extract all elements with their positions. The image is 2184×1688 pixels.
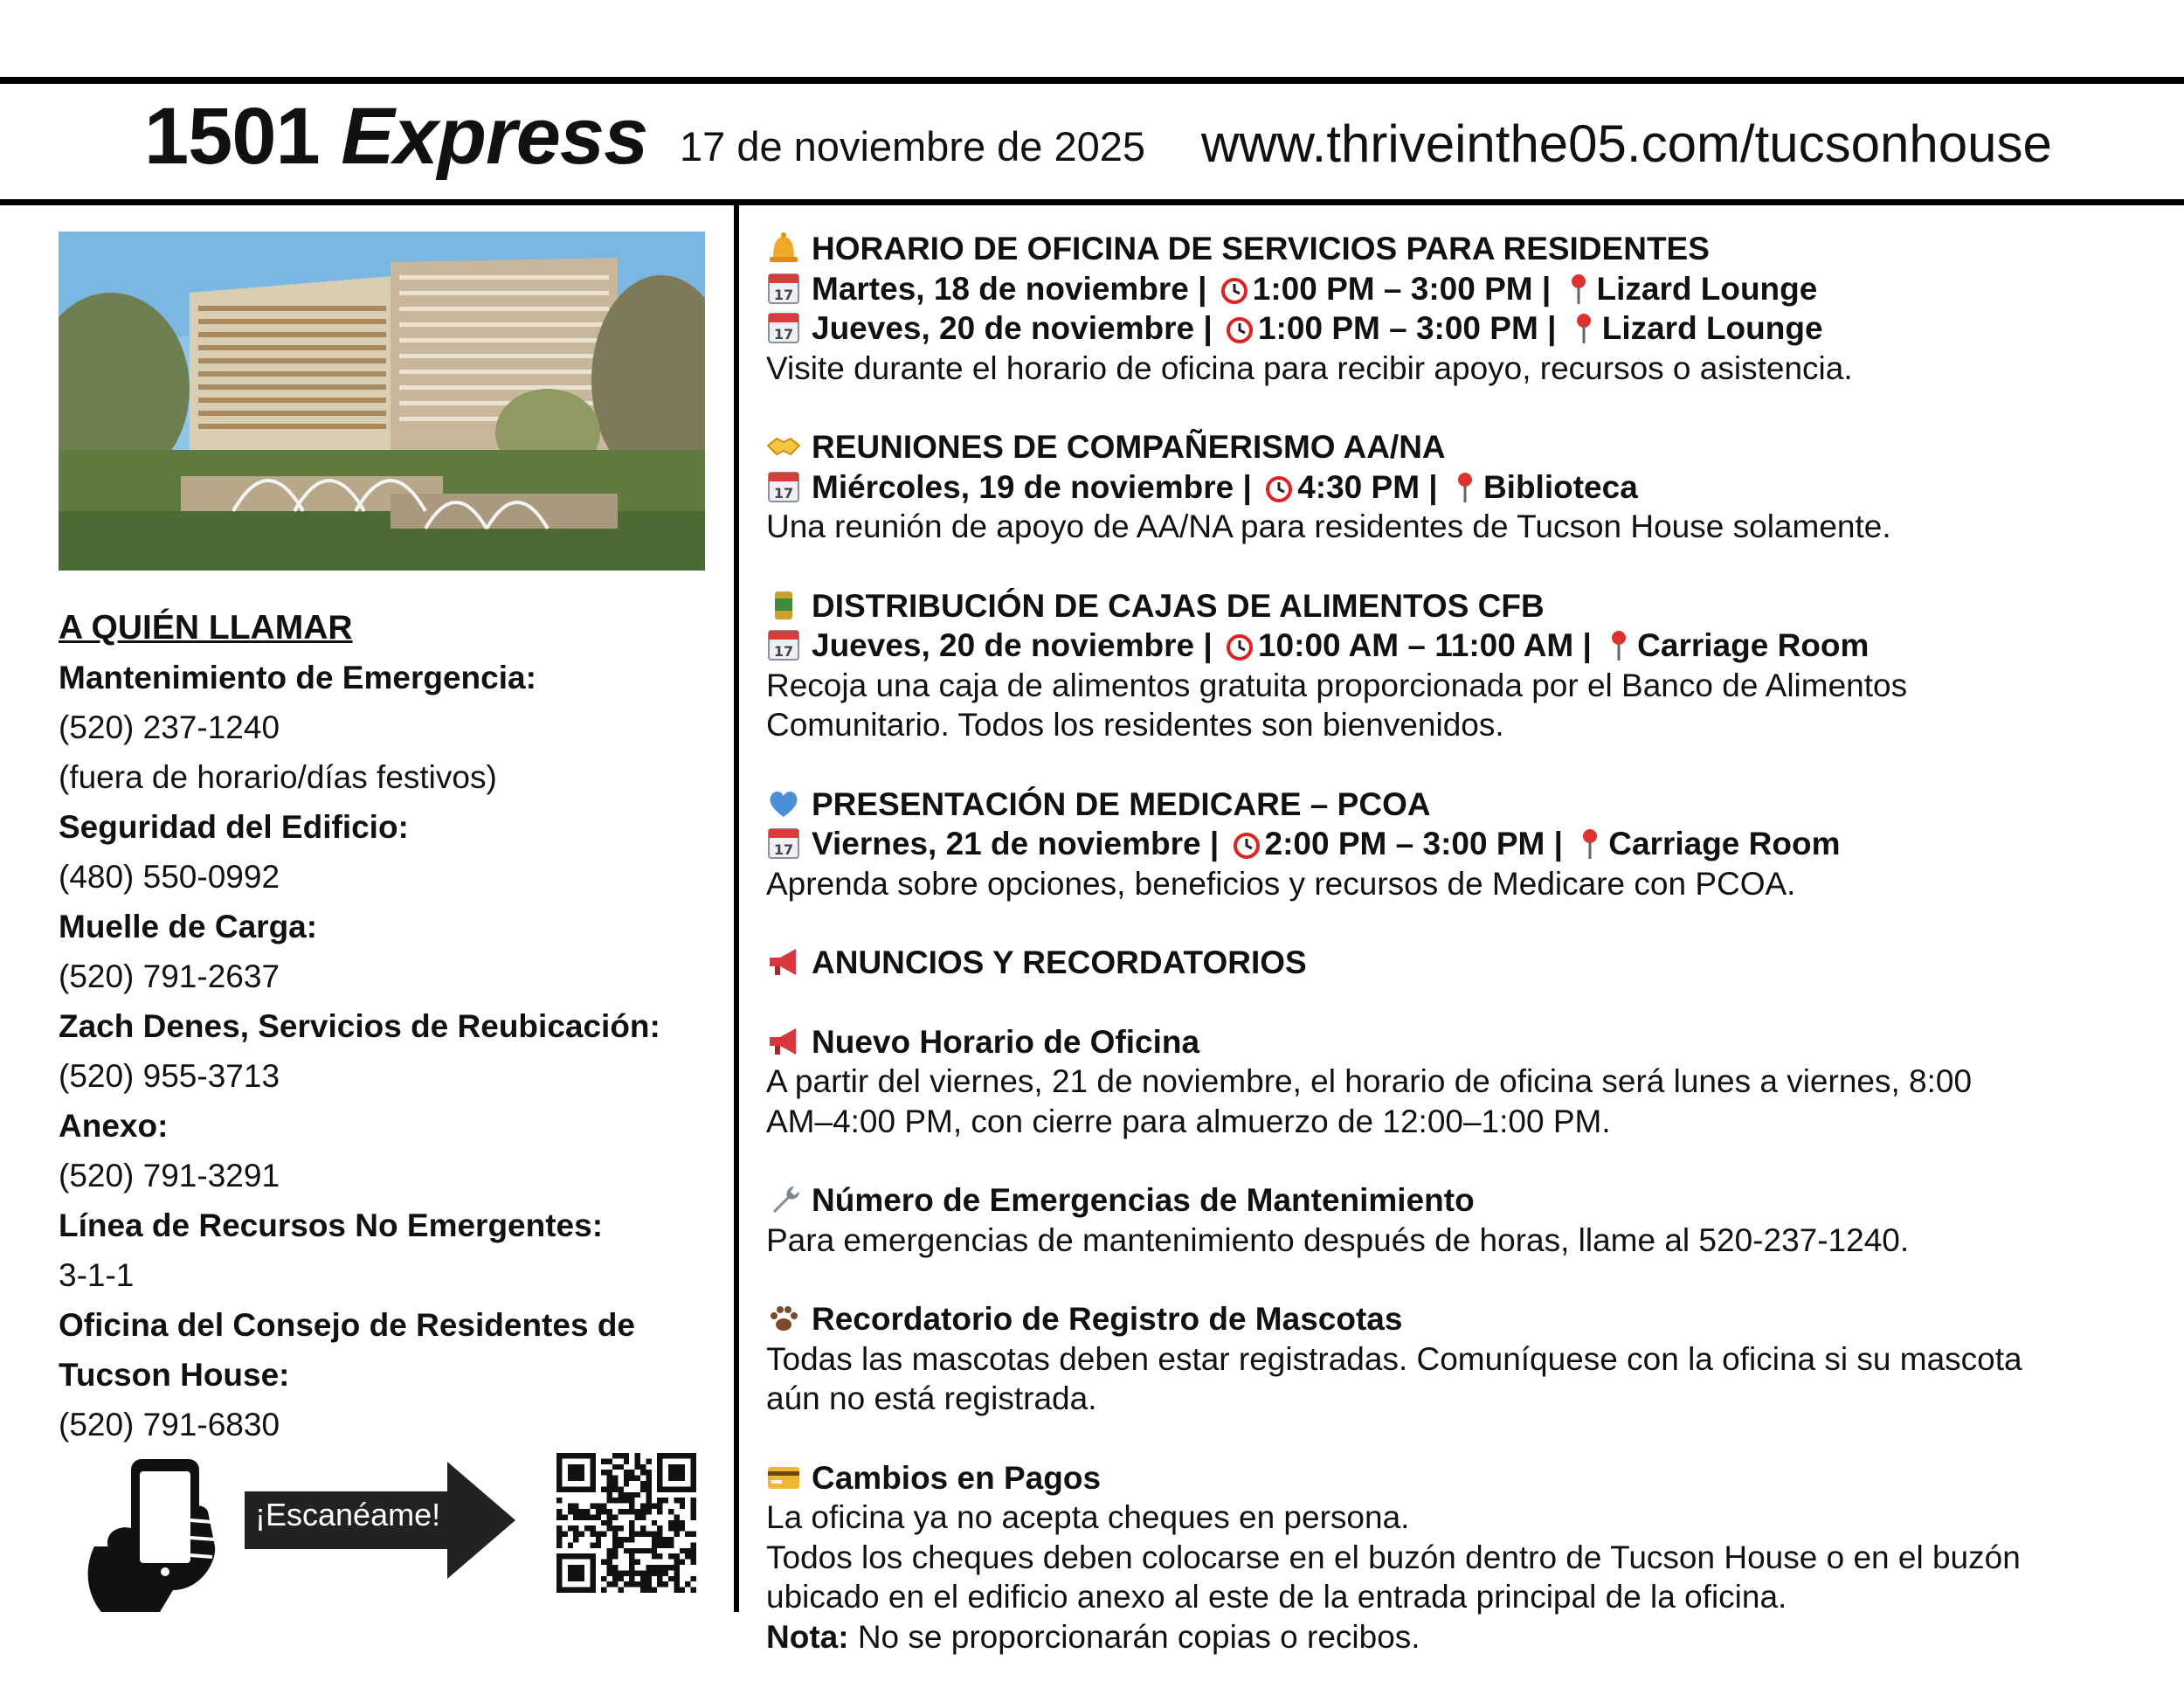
announcement-item <box>766 1299 2164 1419</box>
pin-icon <box>1564 273 1593 306</box>
contact-label: Anexo: <box>59 1108 169 1144</box>
announcement-title: Recordatorio de Registro de Mascotas <box>766 1299 2164 1339</box>
alarm-clock-icon <box>1225 312 1254 345</box>
contacts-panel <box>59 603 722 1449</box>
can-icon <box>766 589 801 622</box>
pin-icon <box>1575 827 1605 861</box>
contact-phone[interactable]: (480) 550-0992 <box>59 859 280 895</box>
event-meta: 17 Miércoles, 19 de noviembre | 4:30 PM | Biblioteca <box>766 467 2164 508</box>
event-meta: 17 Viernes, 21 de noviembre | 2:00 PM – 3:00 PM | Carriage Room <box>766 824 2164 864</box>
announcement-item <box>766 1458 2164 1657</box>
paw-icon <box>766 1302 801 1335</box>
contact-phone[interactable]: (520) 791-3291 <box>59 1158 280 1193</box>
building-photo <box>59 232 705 571</box>
header-bottom-rule <box>0 199 2184 205</box>
event-description: Visite durante el horario de oficina para recibir apoyo, recursos o asistencia. <box>766 349 1853 386</box>
announcement-line: Para emergencias de mantenimiento después de horas, llame al 520-237-1240. <box>766 1221 1910 1258</box>
qr-code[interactable] <box>556 1453 696 1593</box>
event-title: DISTRIBUCIÓN DE CAJAS DE ALIMENTOS CFB <box>766 586 2164 626</box>
website-url[interactable]: www.thriveinthe05.com/tucsonhouse <box>1201 114 2052 173</box>
contact-phone[interactable]: 3-1-1 <box>59 1257 135 1293</box>
calendar-icon <box>766 628 801 661</box>
svg-text:17: 17 <box>773 326 794 342</box>
contacts-heading: A QUIÉN LLAMAR <box>59 609 353 647</box>
svg-text:17: 17 <box>773 286 794 303</box>
contact-label: Mantenimiento de Emergencia: <box>59 660 536 695</box>
phone-in-hand-icon <box>77 1459 225 1612</box>
contact-label: Muelle de Carga: <box>59 909 318 944</box>
contact-label: Oficina del Consejo de Residentes de <box>59 1307 636 1343</box>
pin-icon <box>1569 312 1599 345</box>
events-column <box>766 229 2164 1657</box>
contact-phone[interactable]: (520) 791-2637 <box>59 958 280 994</box>
announcement-line: AM–4:00 PM, con cierre para almuerzo de 12:00–1:00 PM. <box>766 1103 1611 1139</box>
svg-text:17: 17 <box>773 841 794 858</box>
event-section <box>766 229 2164 388</box>
announcement-item <box>766 1022 2164 1142</box>
event-section <box>766 427 2164 547</box>
event-title: HORARIO DE OFICINA DE SERVICIOS PARA RESIDENTES <box>766 229 2164 269</box>
contact-note: (fuera de horario/días festivos) <box>59 759 497 795</box>
announcement-line: La oficina ya no acepta cheques en persona. <box>766 1499 1410 1535</box>
contact-phone[interactable]: (520) 955-3713 <box>59 1058 280 1094</box>
header-top-rule <box>0 77 2184 84</box>
scan-label: ¡Escanéame! <box>255 1497 441 1532</box>
contact-label: Seguridad del Edificio: <box>59 809 409 845</box>
megaphone-icon <box>766 1025 801 1058</box>
calendar-icon <box>766 470 801 503</box>
handshake-icon <box>766 430 801 463</box>
event-meta: 17 Jueves, 20 de noviembre | 10:00 AM – 11:00 AM | Carriage Room <box>766 626 2164 666</box>
issue-date: 17 de noviembre de 2025 <box>680 123 1146 169</box>
event-description: Recoja una caja de alimentos gratuita proporcionada por el Banco de Alimentos Comunitario. Todos los residentes son bienvenidos. <box>766 667 1908 743</box>
announcement-line: ubicado en el edificio anexo al este de la entrada principal de la oficina. <box>766 1579 1787 1615</box>
announcement-title: Nuevo Horario de Oficina <box>766 1022 2164 1062</box>
announcement-line: Todos los cheques deben colocarse en el buzón dentro de Tucson House o en el buzón <box>766 1539 2021 1575</box>
announcement-line: Todas las mascotas deben estar registradas. Comuníquese con la oficina si su mascota <box>766 1340 2022 1377</box>
announcement-item <box>766 1180 2164 1260</box>
announcements-heading-row <box>766 943 2164 983</box>
event-title: PRESENTACIÓN DE MEDICARE – PCOA <box>766 785 2164 825</box>
event-description: Aprenda sobre opciones, beneficios y recursos de Medicare con PCOA. <box>766 865 1796 902</box>
megaphone-icon <box>766 945 801 979</box>
pin-icon <box>1604 629 1634 662</box>
svg-text:17: 17 <box>773 484 794 502</box>
calendar-icon <box>766 827 801 860</box>
alarm-clock-icon <box>1264 471 1294 504</box>
alarm-clock-icon <box>1225 629 1254 662</box>
event-meta: 17 Jueves, 20 de noviembre | 1:00 PM – 3:00 PM | Lizard Lounge <box>766 308 2164 349</box>
announcements-heading: ANUNCIOS Y RECORDATORIOS <box>766 943 2164 983</box>
calendar-icon <box>766 311 801 344</box>
credit-card-icon <box>766 1461 801 1494</box>
announcement-title: Cambios en Pagos <box>766 1458 2164 1498</box>
column-divider <box>734 205 739 1612</box>
pin-icon <box>1450 471 1480 504</box>
event-meta: 17 Martes, 18 de noviembre | 1:00 PM – 3:00 PM | Lizard Lounge <box>766 269 2164 309</box>
contact-phone[interactable]: (520) 791-6830 <box>59 1407 280 1442</box>
contact-label-cont: Tucson House: <box>59 1357 290 1393</box>
svg-text:17: 17 <box>773 643 794 660</box>
announcement-line: A partir del viernes, 21 de noviembre, el horario de oficina será lunes a viernes, 8:00 <box>766 1063 1973 1099</box>
heart-icon <box>766 787 801 820</box>
announcement-note: Nota: No se proporcionarán copias o recibos. <box>766 1618 1420 1655</box>
event-title: REUNIONES DE COMPAÑERISMO AA/NA <box>766 427 2164 467</box>
contact-label: Línea de Recursos No Emergentes: <box>59 1207 604 1243</box>
contact-label: Zach Denes, Servicios de Reubicación: <box>59 1008 660 1044</box>
announcement-line: aún no está registrada. <box>766 1380 1097 1416</box>
newsletter-title: 1501 Express <box>144 92 648 181</box>
event-section <box>766 785 2164 904</box>
announcement-title: Número de Emergencias de Mantenimiento <box>766 1180 2164 1221</box>
alarm-clock-icon <box>1232 827 1261 861</box>
alarm-clock-icon <box>1220 273 1249 306</box>
wrench-icon <box>766 1183 801 1216</box>
event-description: Una reunión de apoyo de AA/NA para residentes de Tucson House solamente. <box>766 508 1891 544</box>
calendar-icon <box>766 272 801 305</box>
event-section <box>766 586 2164 745</box>
contact-phone[interactable]: (520) 237-1240 <box>59 709 280 745</box>
bell-icon <box>766 232 801 265</box>
